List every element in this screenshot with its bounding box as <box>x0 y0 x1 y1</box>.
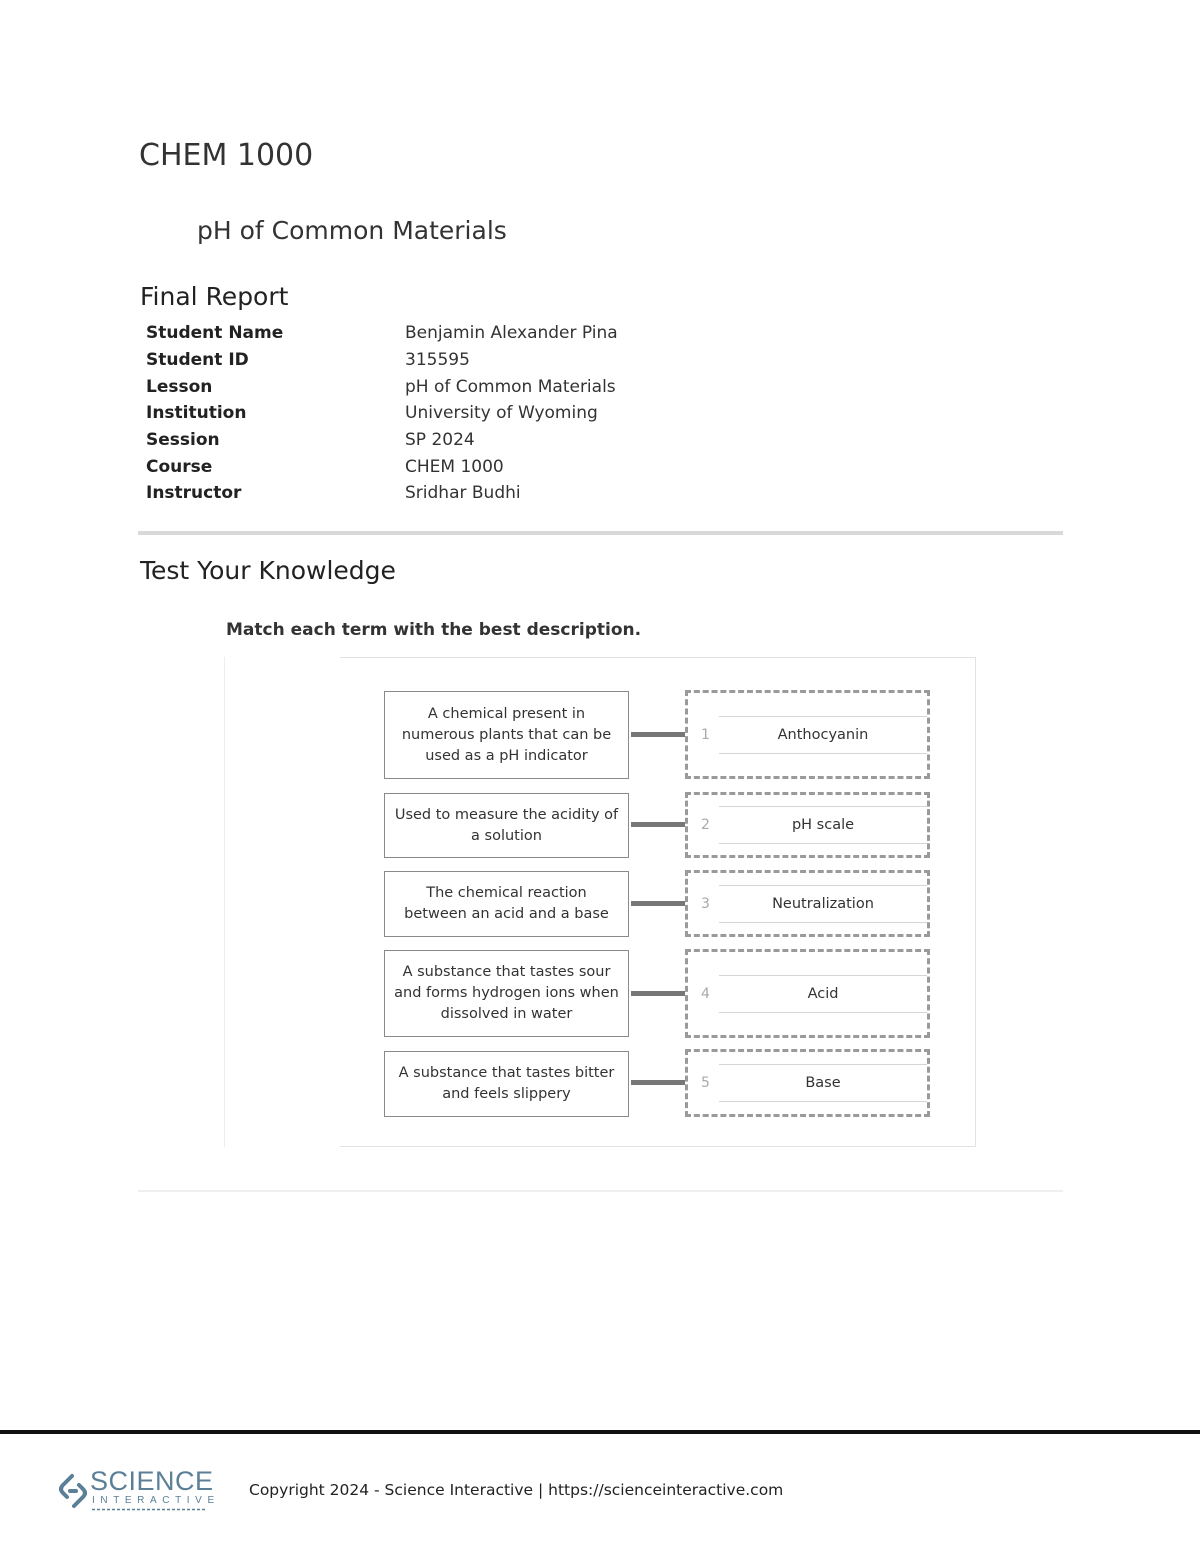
field-value: 315595 <box>405 350 470 371</box>
match-connector <box>631 901 685 906</box>
field-label: Lesson <box>146 376 213 397</box>
term-drop-zone[interactable] <box>685 870 930 937</box>
field-value: Benjamin Alexander Pina <box>405 323 618 344</box>
section-divider <box>138 1190 1063 1192</box>
info-row-institution <box>140 400 618 427</box>
logo-subtitle: INTERACTIVE <box>92 1495 220 1506</box>
field-value: pH of Common Materials <box>405 376 616 397</box>
match-connector <box>631 822 685 827</box>
match-instruction: Match each term with the best description. <box>226 620 642 640</box>
copyright-text: Copyright 2024 - Science Interactive | https://scienceinteractive.com <box>249 1481 784 1499</box>
description-card[interactable]: Used to measure the acidity of a solution <box>384 793 629 858</box>
field-label: Student ID <box>146 350 249 371</box>
term-drop-zone[interactable] <box>685 949 930 1038</box>
term-number: 2 <box>701 817 710 833</box>
panel-edge <box>225 1145 340 1148</box>
match-connector <box>631 732 685 737</box>
lesson-title: pH of Common Materials <box>197 216 507 245</box>
panel-edge <box>225 656 340 658</box>
term-chip[interactable]: pH scale <box>719 806 927 844</box>
term-chip[interactable]: Anthocyanin <box>719 716 927 754</box>
field-value: CHEM 1000 <box>405 456 504 477</box>
field-value: Sridhar Budhi <box>405 483 521 504</box>
description-card[interactable]: The chemical reaction between an acid and a base <box>384 871 629 937</box>
term-chip[interactable]: Base <box>719 1064 927 1102</box>
term-drop-zone[interactable] <box>685 792 930 858</box>
term-drop-zone[interactable] <box>685 1049 930 1117</box>
logo-wordmark: SCIENCE <box>90 1466 214 1496</box>
science-interactive-logo <box>58 1468 218 1518</box>
info-row-instructor <box>140 480 618 507</box>
student-info-table <box>140 320 618 507</box>
final-report-heading: Final Report <box>140 282 289 311</box>
term-chip[interactable]: Acid <box>719 975 927 1013</box>
info-row-student-name <box>140 320 618 347</box>
section-divider <box>138 531 1063 535</box>
chain-link-icon <box>58 1472 88 1510</box>
info-row-course <box>140 453 618 480</box>
field-label: Instructor <box>146 483 242 504</box>
info-row-student-id <box>140 347 618 374</box>
field-label: Institution <box>146 403 247 424</box>
term-number: 4 <box>701 985 710 1002</box>
field-label: Student Name <box>146 323 284 344</box>
description-card[interactable]: A chemical present in numerous plants that can be used as a pH indicator <box>384 691 629 779</box>
match-connector <box>631 1080 685 1085</box>
match-connector <box>631 991 685 996</box>
description-card[interactable]: A substance that tastes sour and forms hydrogen ions when dissolved in water <box>384 950 629 1037</box>
logo-tagline-mark <box>92 1507 206 1512</box>
field-label: Course <box>146 456 213 477</box>
test-your-knowledge-heading: Test Your Knowledge <box>140 556 396 585</box>
term-number: 5 <box>701 1075 710 1091</box>
course-title: CHEM 1000 <box>139 138 314 173</box>
description-card[interactable]: A substance that tastes bitter and feels slippery <box>384 1051 629 1117</box>
term-number: 3 <box>701 895 710 912</box>
field-label: Session <box>146 430 220 451</box>
footer-divider <box>0 1430 1200 1434</box>
info-row-lesson <box>140 373 618 400</box>
field-value: University of Wyoming <box>405 403 598 424</box>
term-number: 1 <box>701 726 710 743</box>
info-row-session <box>140 427 618 454</box>
term-drop-zone[interactable] <box>685 690 930 779</box>
term-chip[interactable]: Neutralization <box>719 885 927 923</box>
field-value: SP 2024 <box>405 430 475 451</box>
